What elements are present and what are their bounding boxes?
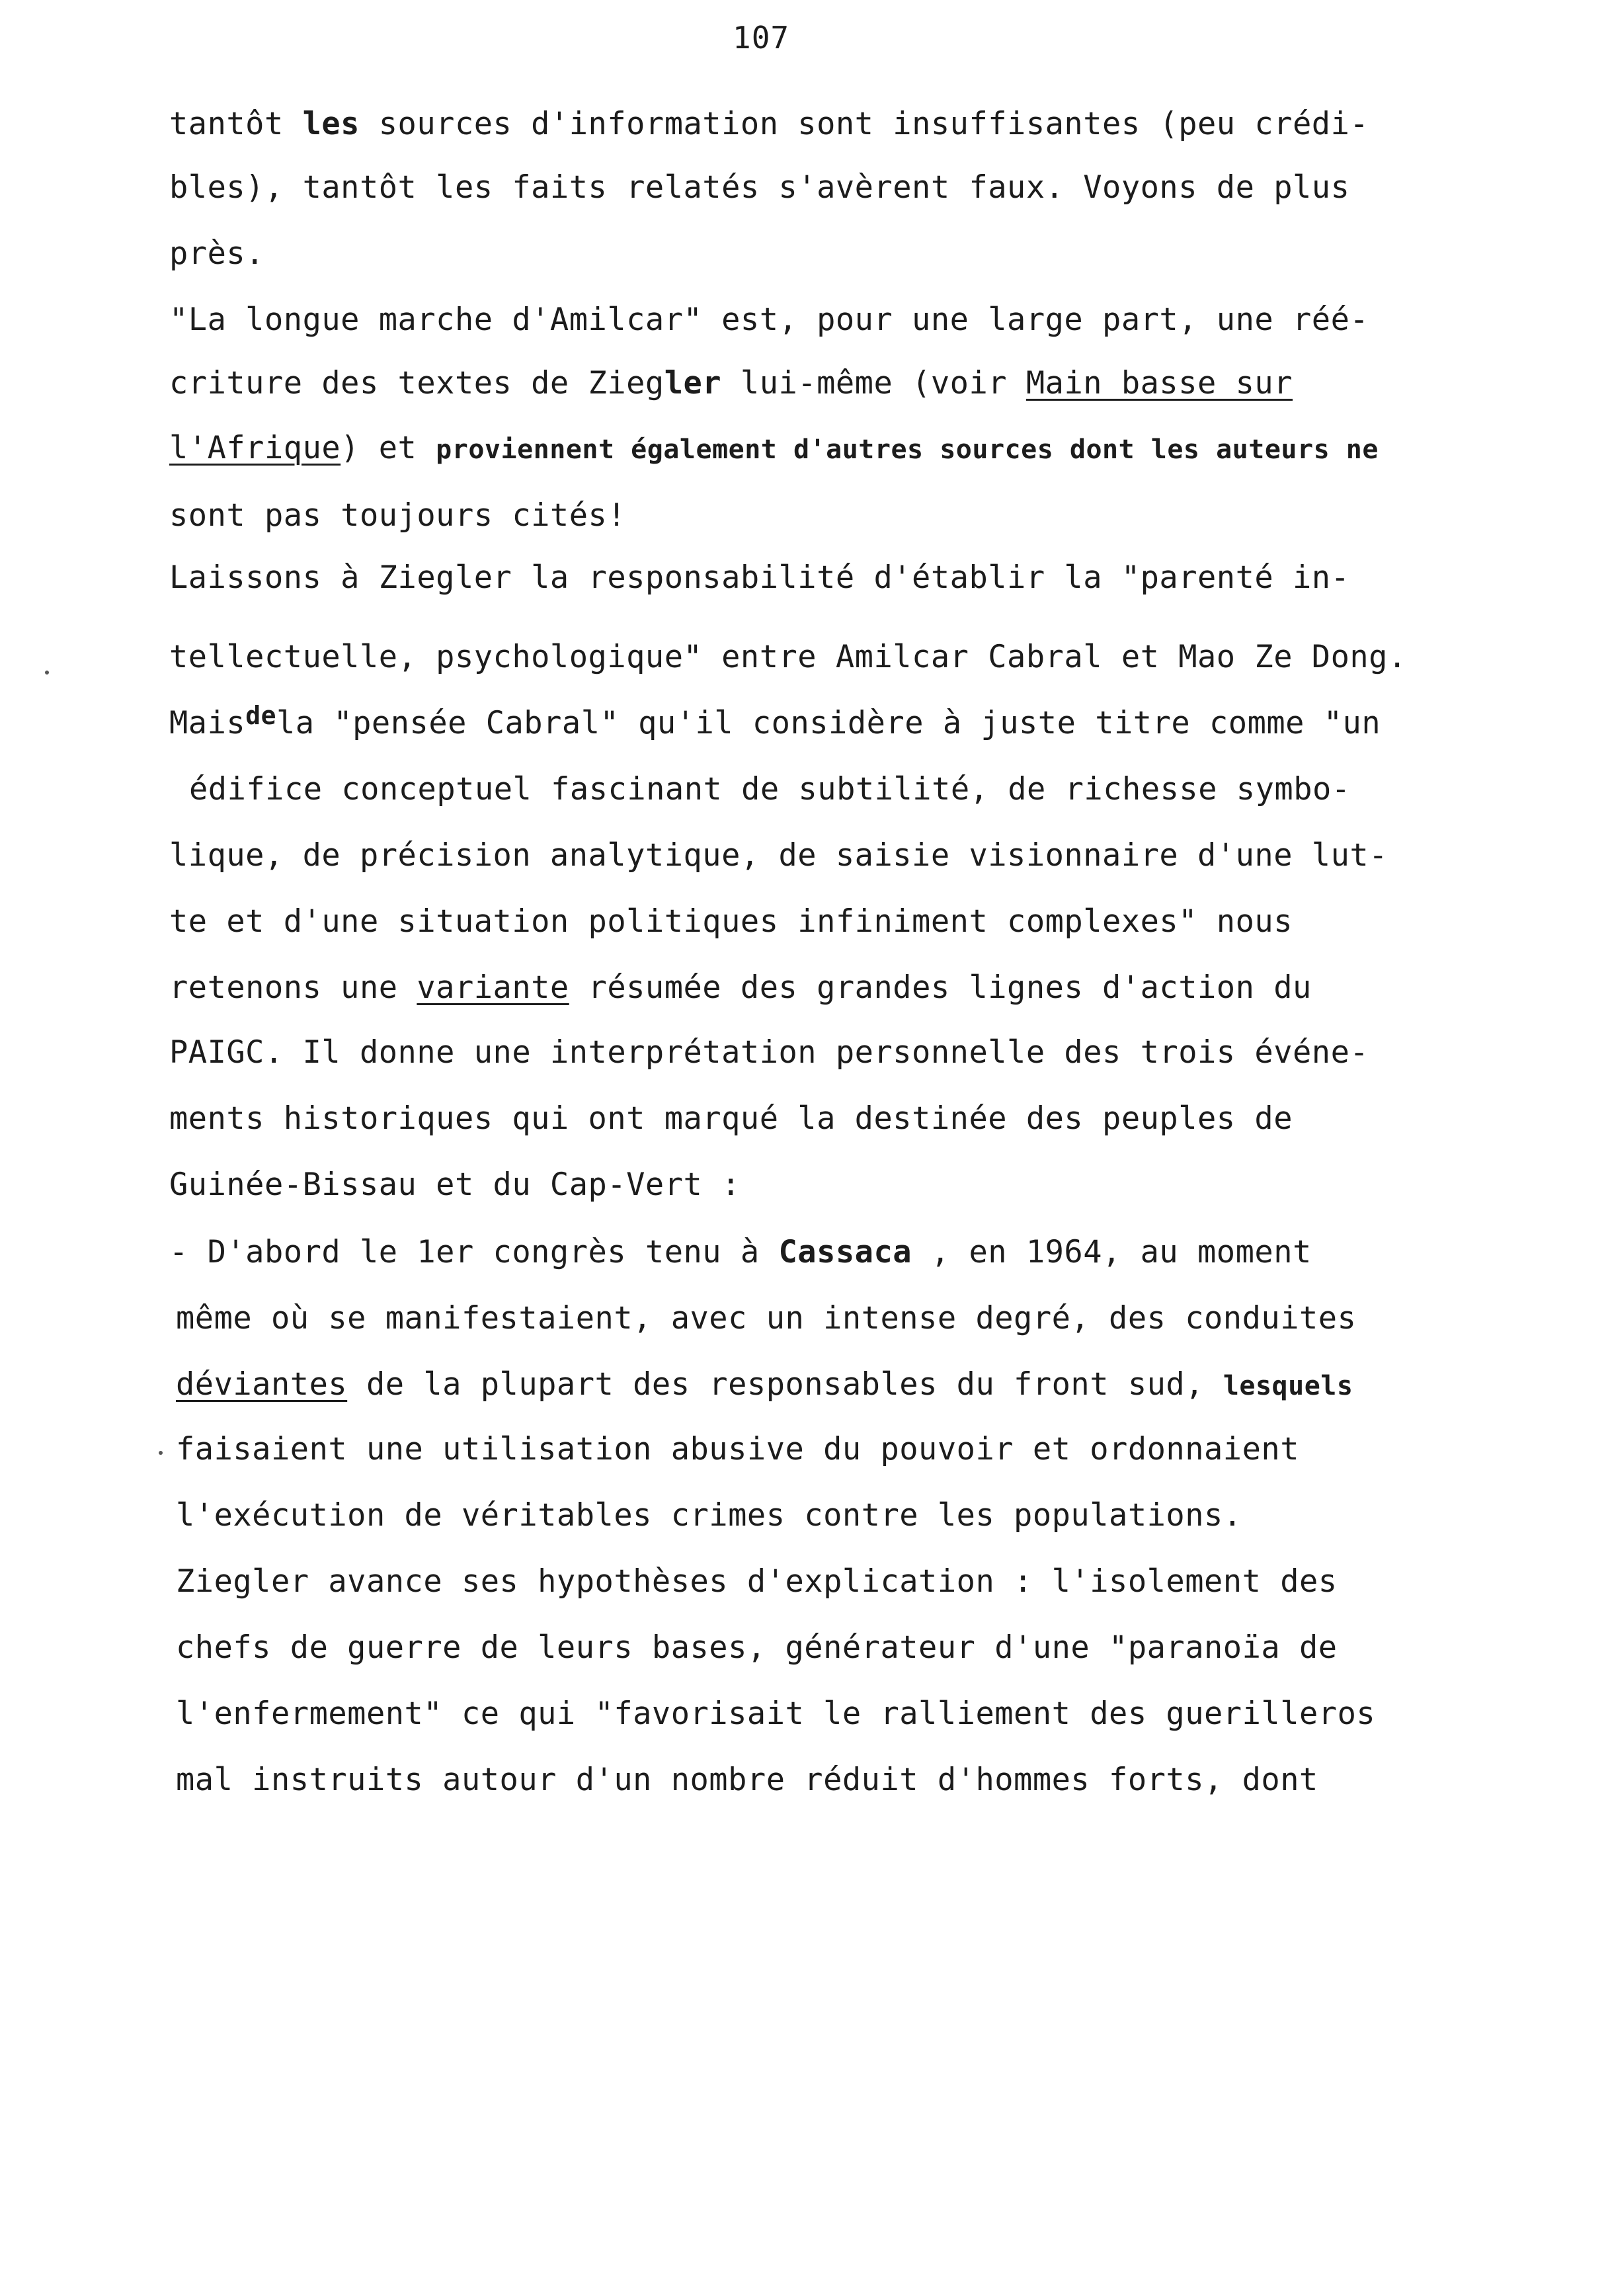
- text-span: Mais: [169, 705, 246, 741]
- text-line: lique, de précision analytique, de saisie visionnaire d'une lut-: [169, 837, 1388, 874]
- text-line: l'exécution de véritables crimes contre les populations.: [176, 1497, 1242, 1534]
- text-span: sources d'information sont insuffisantes (peu crédi-: [359, 106, 1369, 142]
- text-span: ) et: [341, 430, 436, 466]
- text-line: [169, 1234, 1312, 1270]
- text-line: Guinée-Bissau et du Cap-Vert :: [169, 1167, 741, 1203]
- scan-speck: [159, 1451, 163, 1455]
- text-line: près.: [169, 235, 264, 272]
- overtyped-place-name: Cassaca: [778, 1234, 912, 1270]
- text-line: [176, 1366, 1353, 1403]
- text-line: PAIGC. Il donne une interprétation personnelle des trois événe-: [169, 1034, 1369, 1071]
- text-span: criture des textes de Zieg: [169, 365, 664, 401]
- text-line: [169, 106, 1369, 142]
- underlined-word: déviantes: [176, 1366, 348, 1403]
- underlined-word: variante: [417, 969, 569, 1006]
- text-line: ments historiques qui ont marqué la destinée des peuples de: [169, 1100, 1293, 1137]
- text-line: Laissons à Ziegler la responsabilité d'établir la "parenté in-: [169, 559, 1350, 596]
- text-line: te et d'une situation politiques infiniment complexes" nous: [169, 903, 1293, 940]
- text-line: [169, 430, 1379, 466]
- overtyped-text: ler: [664, 365, 722, 401]
- text-line: édifice conceptuel fascinant de subtilité, de richesse symbo-: [189, 771, 1351, 807]
- page-number: 107: [733, 20, 790, 56]
- text-line: [169, 701, 1381, 741]
- underlined-title: Main basse sur: [1025, 365, 1293, 401]
- typed-insert: lesquels: [1223, 1371, 1353, 1401]
- scan-speck: [45, 671, 49, 675]
- text-span: , en 1964, au moment: [912, 1234, 1312, 1270]
- text-line: [169, 365, 1293, 401]
- text-line: même où se manifestaient, avec un intense degré, des conduites: [176, 1300, 1357, 1336]
- text-line: [169, 969, 1312, 1006]
- text-line: bles), tantôt les faits relatés s'avèrent faux. Voyons de plus: [169, 169, 1350, 206]
- text-span: de la plupart des responsables du front sud,: [347, 1366, 1223, 1403]
- text-span: tantôt: [169, 106, 303, 142]
- text-span: la "pensée Cabral" qu'il considère à juste titre comme "un: [276, 705, 1381, 741]
- inserted-word: de: [245, 701, 276, 730]
- text-line: sont pas toujours cités!: [169, 497, 627, 534]
- text-span: retenons une: [169, 969, 417, 1006]
- text-line: tellectuelle, psychologique" entre Amilcar Cabral et Mao Ze Dong.: [169, 639, 1407, 675]
- typed-insert: proviennent également d'autres sources dont les auteurs ne: [436, 434, 1379, 465]
- text-span: résumée des grandes lignes d'action du: [569, 969, 1312, 1006]
- text-line: "La longue marche d'Amilcar" est, pour une large part, une réé-: [169, 302, 1369, 338]
- underlined-title: l'Afrique: [169, 430, 341, 466]
- text-line: Ziegler avance ses hypothèses d'explication : l'isolement des: [176, 1563, 1338, 1600]
- text-span: - D'abord le 1er congrès tenu à: [169, 1234, 779, 1270]
- text-line: l'enfermement" ce qui "favorisait le ralliement des guerilleros: [176, 1696, 1376, 1732]
- text-span: lui-même (voir: [721, 365, 1026, 401]
- text-line: mal instruits autour d'un nombre réduit d'hommes forts, dont: [176, 1762, 1318, 1798]
- text-line: faisaient une utilisation abusive du pouvoir et ordonnaient: [176, 1431, 1299, 1467]
- text-line: chefs de guerre de leurs bases, générateur d'une "paranoïa de: [176, 1629, 1338, 1666]
- typed-insert: les: [302, 106, 360, 142]
